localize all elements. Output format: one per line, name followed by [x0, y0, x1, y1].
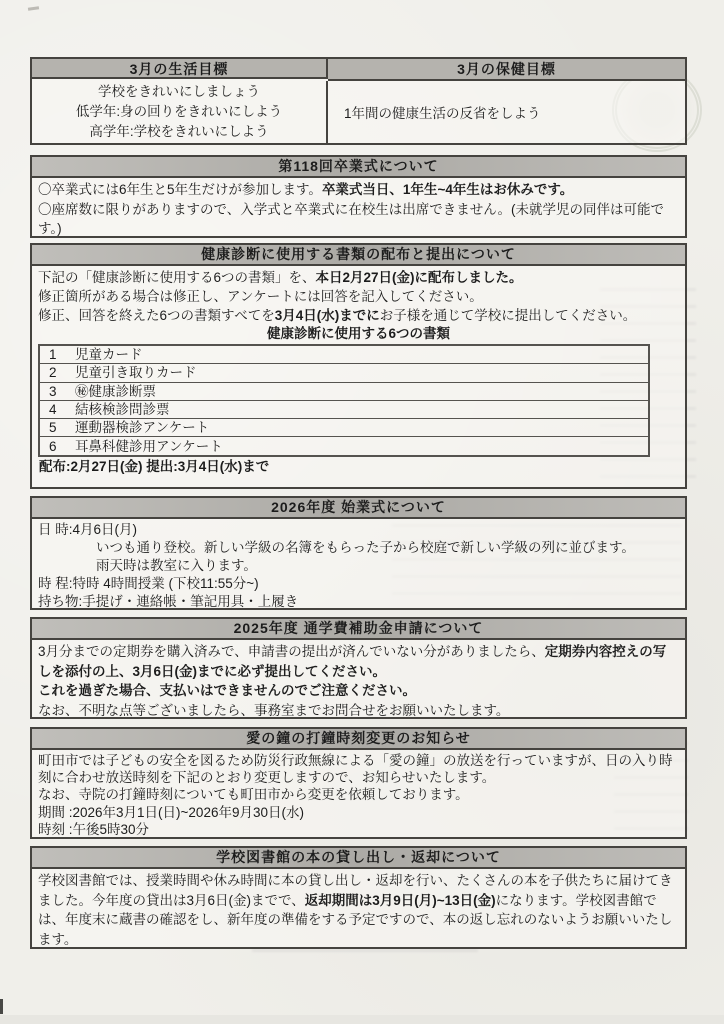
health-goal-cell	[328, 81, 685, 143]
health-docs-paragraph: 修正、回答を終えた6つの書類すべてを3月4日(水)までにお子様を通じて学校に提出してください。	[38, 308, 637, 323]
opening-line-schedule: 時 程:特時 4時間授業 (下校11:55分~)	[38, 576, 259, 591]
table-row	[39, 345, 649, 364]
graduation-paragraph: 〇座席数に限りがありますので、入学式と卒業式に在校生は出席できません。(未就学児の同伴は可能です。)	[38, 201, 665, 236]
life-goal-header: 3月の生活目標	[32, 59, 328, 79]
health-docs-body	[32, 266, 685, 476]
subsidy-paragraph: なお、不明な点等ございましたら、事務室までお問合せをお願いいたします。	[38, 702, 510, 718]
library-title: 学校図書館の本の貸し出し・返却について	[32, 848, 685, 869]
docs-table-subtitle: 健康診断に使用する6つの書類	[266, 326, 450, 341]
scan-smudge-artifact	[28, 6, 39, 11]
bell-time-section	[30, 727, 687, 839]
goals-header-row	[32, 59, 685, 81]
doc-number: 2	[39, 364, 75, 382]
doc-number: 6	[49, 438, 57, 454]
doc-name: 耳鼻科健診用アンケート	[75, 438, 223, 454]
bell-time-line: 時刻 :午後5時30分	[38, 821, 150, 837]
bell-period-line: 期間 :2026年3月1日(日)~2026年9月30日(水)	[38, 804, 304, 820]
commute-subsidy-body	[32, 640, 685, 720]
health-docs-section	[30, 243, 687, 489]
doc-name: ㊙健康診断票	[75, 382, 649, 400]
opening-ceremony-body	[32, 519, 685, 611]
doc-name: 児童引き取りカード	[75, 364, 649, 382]
march-goals-table	[30, 57, 687, 145]
doc-name: 結核検診問診票	[75, 400, 649, 418]
graduation-paragraph: 〇卒業式には6年生と5年生だけが参加します。卒業式当日、1年生~4年生はお休みです。	[38, 182, 574, 197]
table-row	[39, 419, 649, 437]
goals-body-row	[32, 81, 685, 143]
life-goal-line: 高学年:学校をきれいにしよう	[89, 124, 269, 139]
opening-line-detail: いつも通り登校。新しい学級の名簿をもらった子から校庭で新しい学級の列に並びます。	[96, 540, 635, 555]
health-docs-paragraph: 下記の「健康診断に使用する6つの書類」を、本日2月27日(金)に配布しました。	[38, 270, 523, 285]
graduation-body	[32, 178, 685, 239]
scan-edge-artifact	[0, 999, 3, 1014]
bell-paragraph: なお、寺院の打鐘時刻についても町田市から変更を依頼しております。	[38, 787, 469, 803]
health-docs-paragraph: 修正箇所がある場合は修正し、アンケートには回答を記入してください。	[38, 289, 483, 304]
graduation-section	[30, 155, 687, 238]
table-row	[39, 382, 649, 400]
life-goal-line: 低学年:身の回りをきれいにしよう	[75, 104, 283, 119]
life-goal-cell	[32, 81, 328, 143]
library-section	[30, 846, 687, 949]
scan-bottom-band-artifact	[0, 1015, 724, 1024]
doc-number: 5	[39, 419, 75, 437]
opening-line-belongings: 持ち物:手提げ・連絡帳・筆記用具・上履き	[38, 594, 299, 609]
doc-number: 1	[39, 345, 75, 364]
bell-paragraph: 町田市では子どもの安全を図るため防災行政無線による「愛の鐘」の放送を行っていますが、日の入り時刻に合わせ放送時刻を下記のとおり変更しますので、お知らせいたします。	[38, 753, 673, 786]
opening-ceremony-title: 2026年度 始業式について	[32, 498, 685, 519]
library-body	[32, 869, 685, 949]
health-goal-line: 1年間の健康生活の反省をしよう	[344, 106, 541, 121]
health-goal-header: 3月の保健目標	[328, 59, 685, 81]
life-goal-line: 学校をきれいにしましょう	[98, 84, 260, 99]
library-paragraph: 学校図書館では、授業時間や休み時間に本の貸し出し・返却を行い、たくさんの本を子供たちに届けてきました。今年度の貸出は3月6日(金)までで、返却期間は3月9日(月)~13日(金)になります。学校図書館では、年度末に蔵書の確認をし、新年度の準備をする予定ですので、本の返し忘れのないようお願いいたします。	[38, 873, 673, 947]
docs-distribution-deadline: 配布:2月27日(金) 提出:3月4日(水)まで	[39, 458, 270, 474]
subsidy-paragraph: 3月分までの定期券を購入済みで、申請書の提出が済んでいない分がありましたら、定期券内容控えの写しを添付の上、3月6日(金)までに必ず提出してください。	[38, 644, 667, 679]
opening-line-datetime: 日 時:4月6日(月)	[38, 522, 138, 537]
subsidy-paragraph: これを過ぎた場合、支払いはできませんのでご注意ください。	[38, 683, 416, 698]
show-through-artifact	[252, 949, 478, 958]
graduation-title: 第118回卒業式について	[32, 157, 685, 178]
doc-name: 児童カード	[75, 345, 649, 364]
opening-line-detail: 雨天時は教室に入ります。	[96, 558, 257, 573]
table-row	[39, 364, 649, 382]
doc-number: 3	[39, 382, 75, 400]
table-row	[39, 437, 649, 456]
commute-subsidy-section	[30, 617, 687, 719]
opening-ceremony-section	[30, 496, 687, 610]
commute-subsidy-title: 2025年度 通学費補助金申請について	[32, 619, 685, 640]
health-docs-title: 健康診断に使用する書類の配布と提出について	[32, 245, 685, 266]
bell-time-body	[32, 750, 685, 838]
doc-name: 運動器検診アンケート	[75, 419, 649, 437]
doc-number: 4	[39, 400, 75, 418]
bell-time-title: 愛の鐘の打鐘時刻変更のお知らせ	[32, 729, 685, 750]
docs-table	[38, 344, 650, 457]
table-row	[39, 400, 649, 418]
